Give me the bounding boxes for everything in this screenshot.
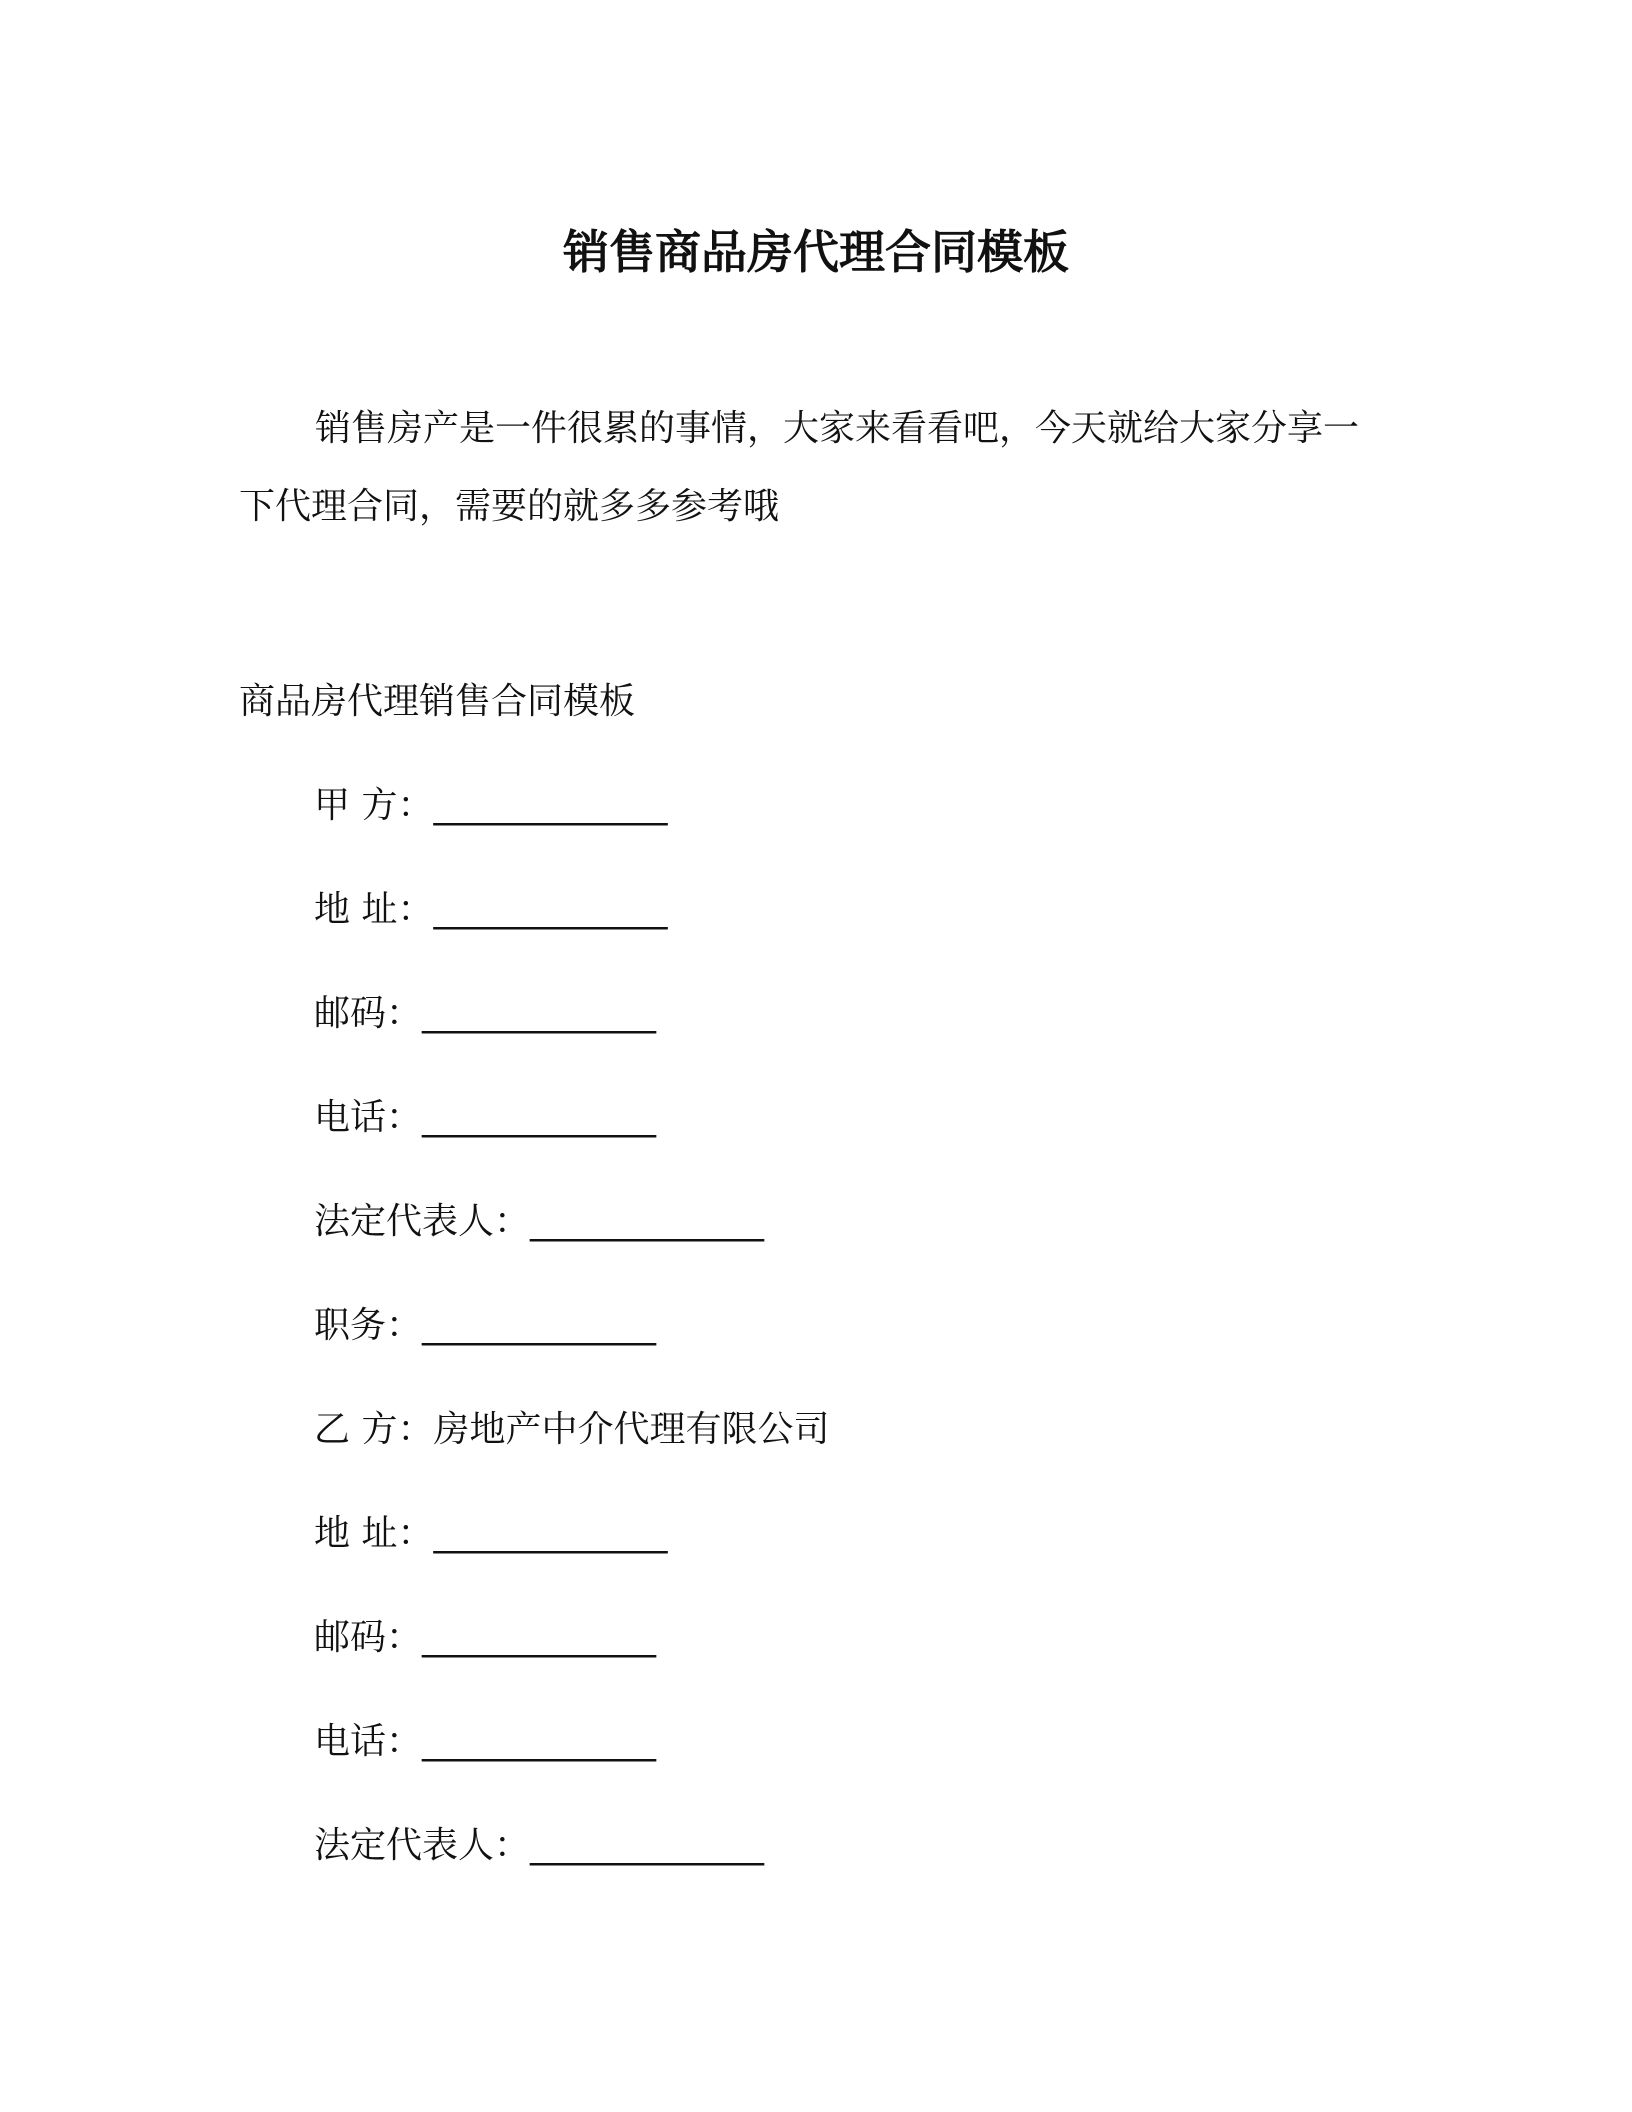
- field-value: 房地产中介代理有限公司: [433, 1409, 830, 1450]
- party-a-position-field: [314, 1296, 829, 1400]
- field-label: 地 址：: [314, 1513, 434, 1554]
- party-b-postcode-field: [314, 1608, 829, 1712]
- field-value: _____________: [433, 785, 668, 826]
- field-value: _____________: [422, 993, 657, 1034]
- field-label: 法定代表人：: [314, 1201, 531, 1242]
- intro-paragraph: 销售房产是一件很累的事情，大家来看看吧，今天就给大家分享一下代理合同，需要的就多多参考哦: [239, 408, 1360, 527]
- field-value: _____________: [422, 1721, 657, 1762]
- field-label: 乙 方：: [314, 1409, 434, 1450]
- field-label: 电话：: [314, 1097, 423, 1138]
- contract-fields: [314, 776, 829, 1920]
- field-value: _____________: [422, 1617, 657, 1658]
- section-heading: 商品房代理销售合同模板: [239, 681, 636, 722]
- party-a-legal-rep-field: [314, 1192, 829, 1296]
- field-label: 地 址：: [314, 889, 434, 930]
- field-label: 职务：: [314, 1305, 423, 1346]
- party-a-postcode-field: [314, 984, 829, 1088]
- field-value: _____________: [530, 1825, 765, 1866]
- field-value: _____________: [422, 1097, 657, 1138]
- party-b-field: [314, 1400, 829, 1504]
- party-a-phone-field: [314, 1088, 829, 1192]
- party-b-phone-field: [314, 1712, 829, 1816]
- field-label: 邮码：: [314, 1617, 423, 1658]
- field-label: 甲 方：: [314, 785, 434, 826]
- field-label: 法定代表人：: [314, 1825, 531, 1866]
- field-value: _____________: [433, 1513, 668, 1554]
- field-label: 电话：: [314, 1721, 423, 1762]
- field-label: 邮码：: [314, 993, 423, 1034]
- party-a-field: [314, 776, 829, 880]
- party-a-address-field: [314, 880, 829, 984]
- field-value: _____________: [422, 1305, 657, 1346]
- document-title: 销售商品房代理合同模板: [563, 225, 1069, 279]
- field-value: _____________: [433, 889, 668, 930]
- party-b-legal-rep-field: [314, 1816, 829, 1920]
- field-value: _____________: [530, 1201, 765, 1242]
- party-b-address-field: [314, 1504, 829, 1608]
